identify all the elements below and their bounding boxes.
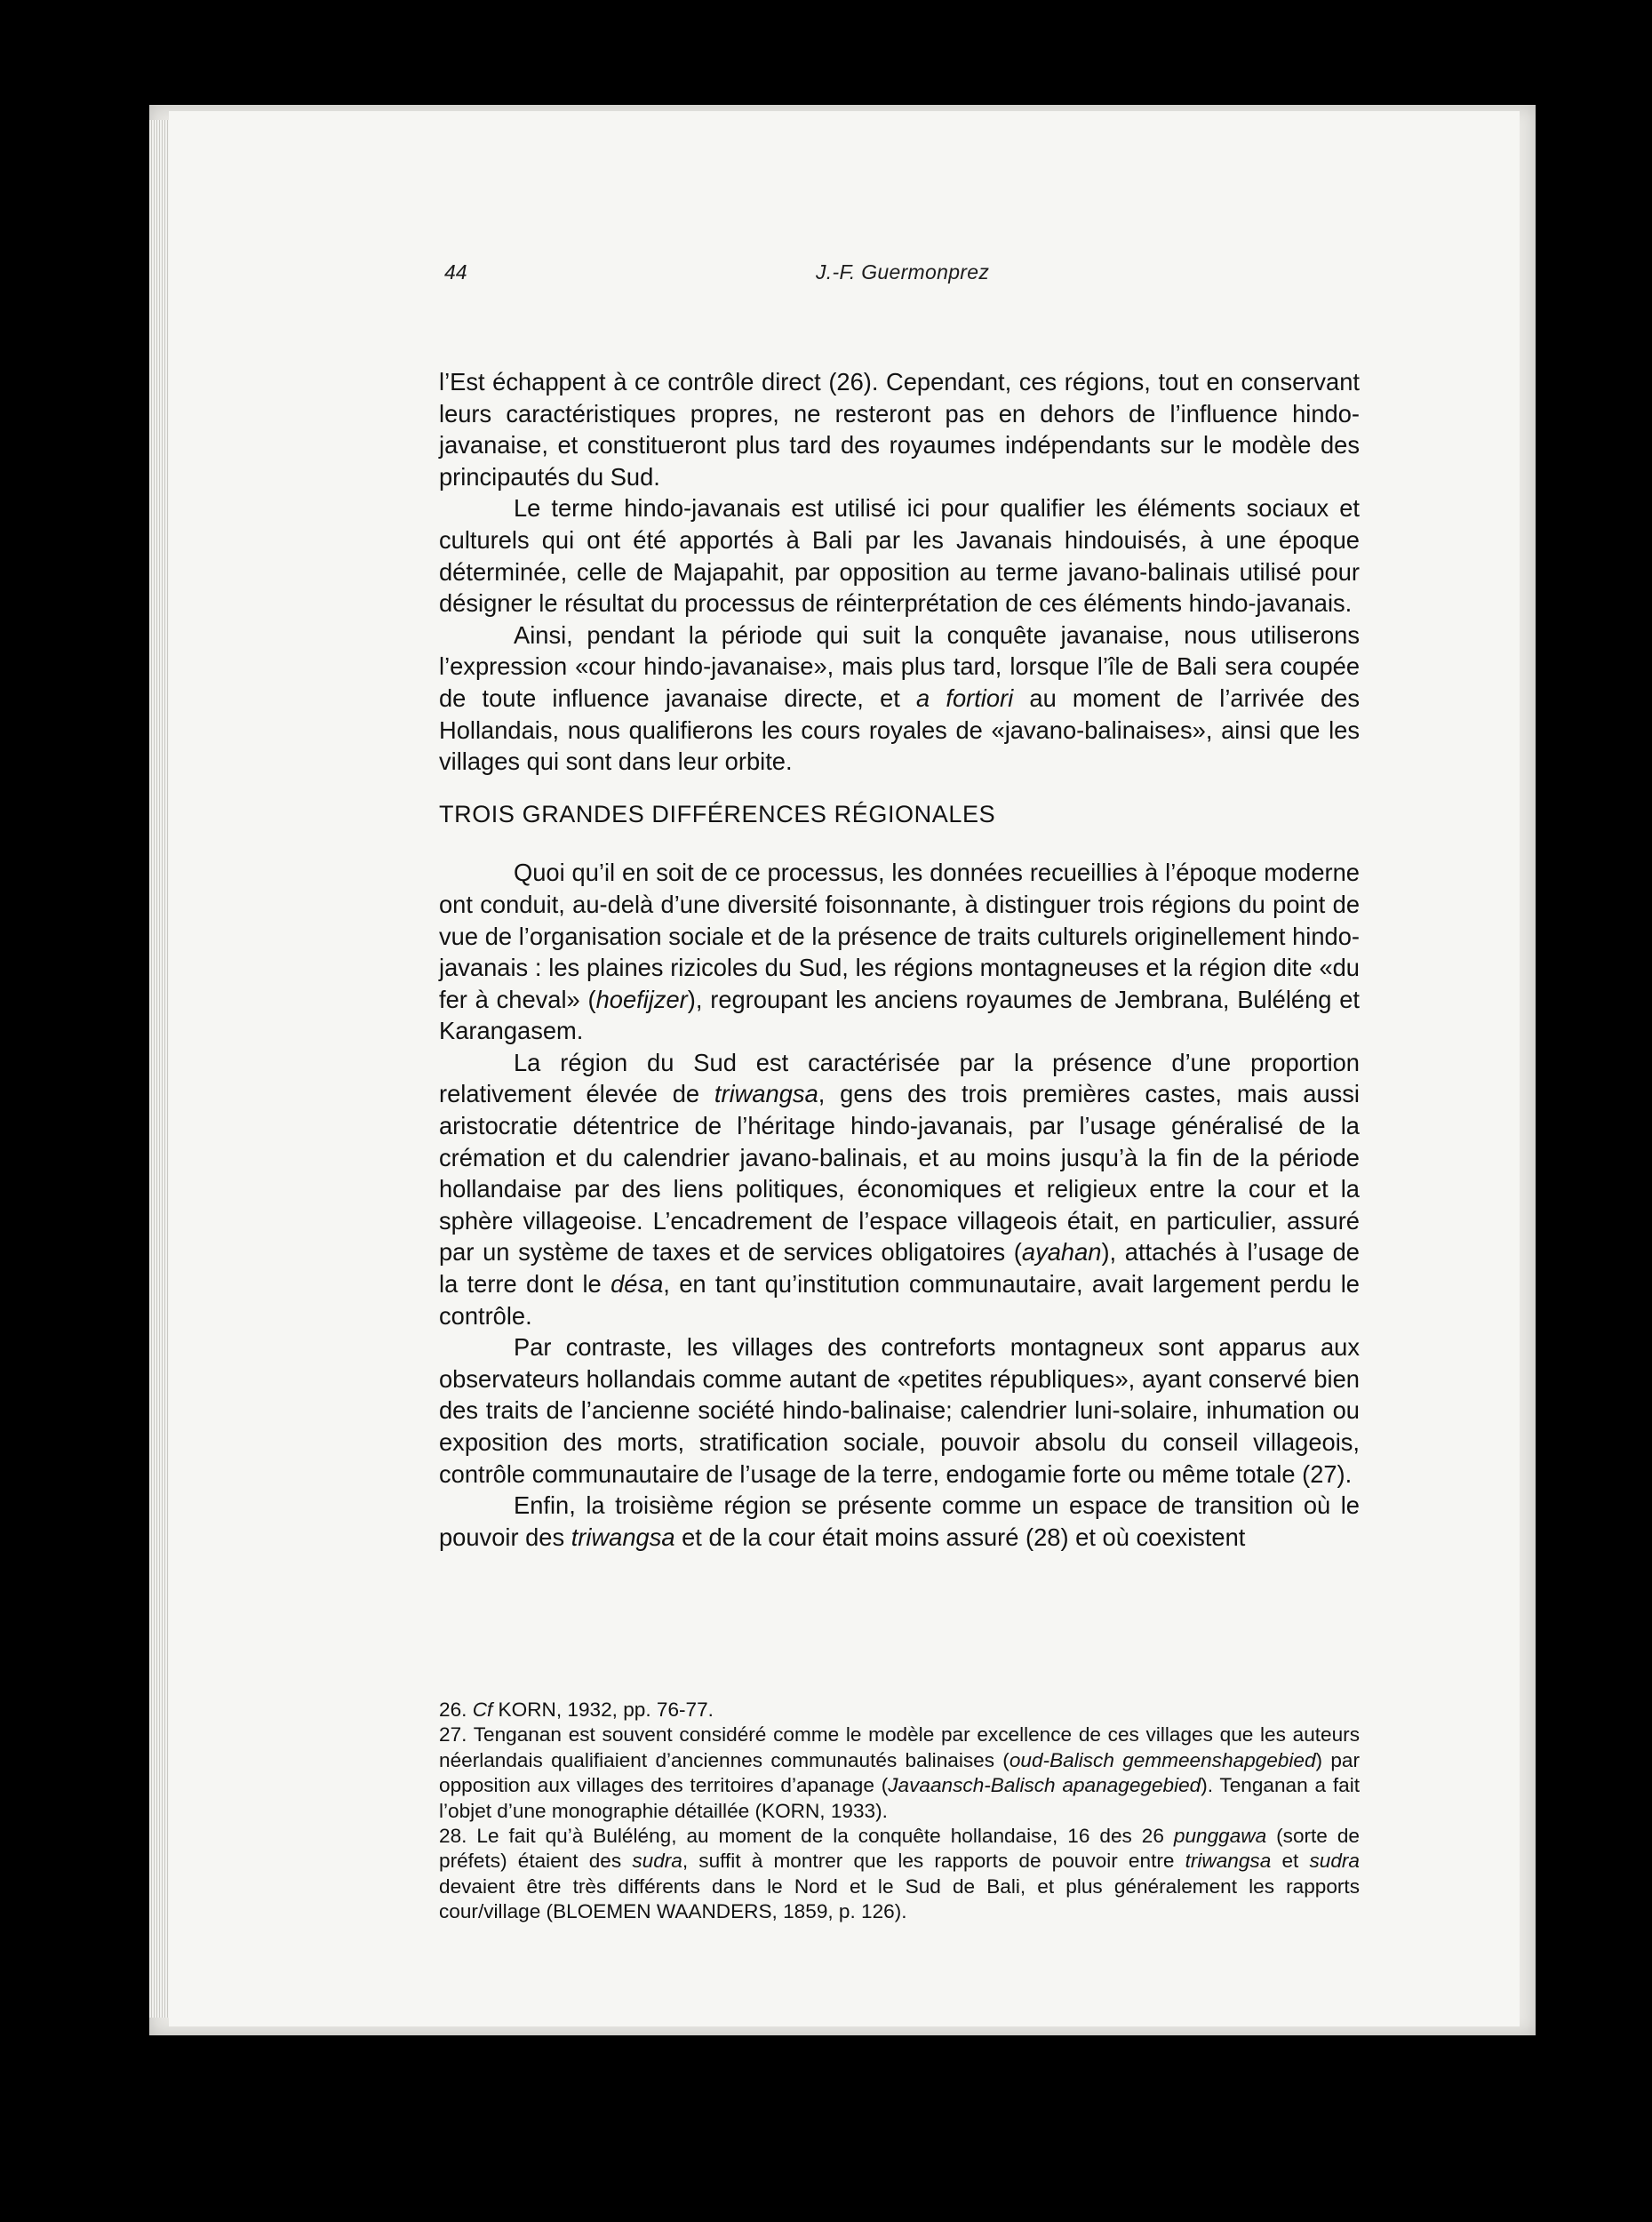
page-number: 44 [444,260,467,284]
running-header [0,260,1652,287]
paragraph-4: Quoi qu’il en soit de ce processus, les données recueillies à l’époque moderne ont conduit, au-delà d’une diversité foisonnante, à distinguer trois régions du point de vue de l’organisation sociale et de la présence de traits culturels originellement hindo-javanais : les plaines rizicoles du Sud, les régions montagneuses et la région dite «du fer à cheval» (hoefijzer), regroupant les anciens royaumes de Jembrana, Buléléng et Karangasem. [439,859,1360,1045]
footnote-28: 28. Le fait qu’à Buléléng, au moment de la conquête hollandaise, 16 des 26 punggawa (sorte de préfets) étaient des sudra, suffit à montrer que les rapports de pouvoir entre triwangsa et sudra devaient être très différents dans le Nord et le Sud de Bali, et plus généralement les rapports cour/village (BLOEMEN WAANDERS, 1859, p. 126). [439,1825,1360,1923]
paragraph-2: Le terme hindo-javanais est utilisé ici pour qualifier les éléments sociaux et culturels qui ont été apportés à Bali par les Javanais hindouisés, à une époque déterminée, celle de Majapahit, par opposition au terme javano-balinais utilisé pour désigner le résultat du processus de réinterprétation de ces éléments hindo-javanais. [439,494,1360,618]
paragraph-5: La région du Sud est caractérisée par la présence d’une proportion relativement élevée de triwangsa, gens des trois premières castes, mais aussi aristocratie détentrice de l’héritage hindo-javanais, par l’usage généralisé de la crémation et du calendrier javano-balinais, et au moins jusqu’à la fin de la période hollandaise par des liens politiques, économiques et religieux entre la cour et la sphère villageoise. L’encadrement de l’espace villageois était, en particulier, assuré par un système de taxes et de services obligatoires (ayahan), attachés à l’usage de la terre dont le désa, en tant qu’institution communautaire, avait largement perdu le contrôle. [439,1048,1360,1330]
footnotes [439,1698,1360,1925]
paragraph-6: Par contraste, les villages des contreforts montagneux sont apparus aux observateurs hollandais comme autant de «petites républiques», ayant conservé bien des traits de l’ancienne société hindo-balinaise; calendrier luni-solaire, inhumation ou exposition des morts, stratification sociale, pouvoir absolu du conseil villageois, contrôle communautaire de l’usage de la terre, endogamie forte ou même totale (27). [439,1333,1360,1488]
footnote-27: 27. Tenganan est souvent considéré comme le modèle par excellence de ces villages que les auteurs néerlandais qualifiaient d’anciennes communautés balinaises (oud-Balisch gemmeenshapgebied) par opposition aux villages des territoires d’apanage (Javaansch-Balisch apanagegebied). Tenganan a fait l’objet d’une monographie détaillée (KORN, 1933). [439,1723,1360,1822]
paragraph-3: Ainsi, pendant la période qui suit la conquête javanaise, nous utiliserons l’expression «cour hindo-javanaise», mais plus tard, lorsque l’île de Bali sera coupée de toute influence javanaise directe, et a fortiori au moment de l’arrivée des Hollandais, nous qualifierons les cours royales de «javano-balinaises», ainsi que les villages qui sont dans leur orbite. [439,620,1361,776]
body-text [439,366,1360,1553]
paragraph-1: l’Est échappent à ce contrôle direct (26). Cependant, ces régions, tout en conservant leurs caractéristiques propres, ne resteront pas en dehors de l’influence hindo-javanaise, et constitueront plus tard des royaumes indépendants sur le modèle des principautés du Sud. [439,368,1360,491]
footnote-26: 26. Cf KORN, 1932, pp. 76-77. [439,1698,714,1721]
section-heading: TROIS GRANDES DIFFÉRENCES RÉGIONALES [439,800,996,827]
running-author: J.-F. Guermonprez [816,260,990,284]
paragraph-7: Enfin, la troisième région se présente comme un espace de transition où le pouvoir des triwangsa et de la cour était moins assuré (28) et où coexistent [439,1491,1360,1551]
